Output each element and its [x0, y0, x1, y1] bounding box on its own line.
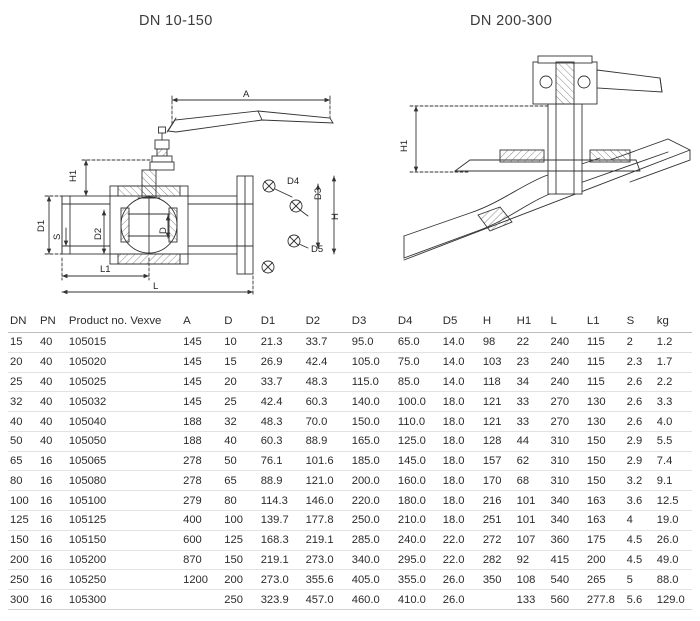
cell-d2: 33.7: [304, 333, 350, 353]
cell-d3: 460.0: [350, 590, 396, 610]
cell-d1: 323.9: [259, 590, 304, 610]
cell-kg: 129.0: [655, 590, 692, 610]
cell-d1: 60.3: [259, 431, 304, 451]
cell-kg: 1.7: [655, 352, 692, 372]
column-header-d3: D3: [350, 312, 396, 333]
column-header-d5: D5: [441, 312, 481, 333]
table-row: [8, 412, 692, 432]
cell-l: 240: [548, 333, 584, 353]
cell-pn: 40: [38, 352, 67, 372]
column-header-d1: D1: [259, 312, 304, 333]
label-D: D: [158, 227, 169, 234]
cell-h: 121: [481, 392, 515, 412]
table-row: [8, 333, 692, 353]
label-D4: D4: [287, 176, 300, 187]
cell-kg: 1.2: [655, 333, 692, 353]
cell-s: 2.6: [625, 392, 655, 412]
cell-h1: 133: [515, 590, 549, 610]
cell-l1: 130: [585, 392, 625, 412]
cell-h1: 101: [515, 491, 549, 511]
cell-d1: 48.3: [259, 412, 304, 432]
cell-d: 10: [222, 333, 258, 353]
specification-table-wrap: [8, 312, 692, 610]
cell-product-no: 105020: [67, 352, 181, 372]
table-row: [8, 491, 692, 511]
cell-h: 103: [481, 352, 515, 372]
cell-l: 340: [548, 511, 584, 531]
cell-d1: 139.7: [259, 511, 304, 531]
cell-dn: 15: [8, 333, 38, 353]
cell-d3: 285.0: [350, 530, 396, 550]
cell-d3: 95.0: [350, 333, 396, 353]
cell-l1: 163: [585, 511, 625, 531]
cell-d5: 14.0: [441, 352, 481, 372]
cell-l1: 150: [585, 431, 625, 451]
cell-h: 216: [481, 491, 515, 511]
cell-d4: 295.0: [396, 550, 441, 570]
cell-d4: 65.0: [396, 333, 441, 353]
cell-d4: 410.0: [396, 590, 441, 610]
cell-d3: 250.0: [350, 511, 396, 531]
cell-a: 870: [181, 550, 222, 570]
table-row: [8, 550, 692, 570]
cell-d: 250: [222, 590, 258, 610]
cell-s: 4: [625, 511, 655, 531]
cell-dn: 20: [8, 352, 38, 372]
cell-h1: 108: [515, 570, 549, 590]
cell-d1: 42.4: [259, 392, 304, 412]
cell-l: 310: [548, 431, 584, 451]
cell-kg: 3.3: [655, 392, 692, 412]
cell-product-no: 105150: [67, 530, 181, 550]
label-D1: D1: [36, 219, 47, 232]
cell-pn: 40: [38, 412, 67, 432]
column-header-product-no: Product no. Vexve: [67, 312, 181, 333]
cell-d2: 48.3: [304, 372, 350, 392]
cell-a: [181, 590, 222, 610]
cell-a: 145: [181, 392, 222, 412]
cell-d: 65: [222, 471, 258, 491]
cell-h1: 68: [515, 471, 549, 491]
cell-kg: 26.0: [655, 530, 692, 550]
cell-s: 5: [625, 570, 655, 590]
cell-product-no: 105100: [67, 491, 181, 511]
cell-d3: 105.0: [350, 352, 396, 372]
cell-d2: 101.6: [304, 451, 350, 471]
cell-product-no: 105032: [67, 392, 181, 412]
cell-d3: 115.0: [350, 372, 396, 392]
column-header-l: L: [548, 312, 584, 333]
cell-product-no: 105015: [67, 333, 181, 353]
cell-kg: 9.1: [655, 471, 692, 491]
cell-l: 310: [548, 451, 584, 471]
table-row: [8, 392, 692, 412]
column-header-d: D: [222, 312, 258, 333]
cell-product-no: 105040: [67, 412, 181, 432]
cell-l: 310: [548, 471, 584, 491]
cell-d1: 273.0: [259, 570, 304, 590]
cell-d1: 33.7: [259, 372, 304, 392]
label-D5: D5: [311, 244, 324, 255]
cell-s: 5.6: [625, 590, 655, 610]
cell-s: 2.6: [625, 412, 655, 432]
cell-l: 270: [548, 392, 584, 412]
cell-product-no: 105065: [67, 451, 181, 471]
label-S: S: [52, 233, 63, 240]
cell-product-no: 105200: [67, 550, 181, 570]
cell-d: 20: [222, 372, 258, 392]
column-header-d2: D2: [304, 312, 350, 333]
left-valve-drawing: [45, 96, 334, 296]
cell-d1: 76.1: [259, 451, 304, 471]
cell-d4: 210.0: [396, 511, 441, 531]
cell-dn: 100: [8, 491, 38, 511]
label-D2: D2: [93, 227, 104, 240]
cell-d: 25: [222, 392, 258, 412]
cell-h: 128: [481, 431, 515, 451]
cell-product-no: 105080: [67, 471, 181, 491]
cell-h: 118: [481, 372, 515, 392]
cell-a: 400: [181, 511, 222, 531]
cell-h1: 44: [515, 431, 549, 451]
cell-s: 2: [625, 333, 655, 353]
right-valve-drawing: [404, 56, 690, 260]
column-header-h1: H1: [515, 312, 549, 333]
cell-l: 270: [548, 412, 584, 432]
label-A: A: [243, 89, 250, 100]
column-header-a: A: [181, 312, 222, 333]
cell-pn: 16: [38, 590, 67, 610]
cell-h1: 62: [515, 451, 549, 471]
cell-h1: 92: [515, 550, 549, 570]
cell-dn: 300: [8, 590, 38, 610]
cell-d5: 18.0: [441, 511, 481, 531]
cell-a: 279: [181, 491, 222, 511]
cell-d5: 22.0: [441, 530, 481, 550]
cell-a: 145: [181, 352, 222, 372]
cell-d3: 200.0: [350, 471, 396, 491]
cell-dn: 25: [8, 372, 38, 392]
cell-kg: 49.0: [655, 550, 692, 570]
cell-d3: 405.0: [350, 570, 396, 590]
column-header-h: H: [481, 312, 515, 333]
cell-h: 272: [481, 530, 515, 550]
cell-s: 2.9: [625, 431, 655, 451]
cell-s: 2.6: [625, 372, 655, 392]
cell-d4: 355.0: [396, 570, 441, 590]
cell-pn: 40: [38, 372, 67, 392]
cell-d5: 26.0: [441, 590, 481, 610]
cell-kg: 7.4: [655, 451, 692, 471]
cell-h: 98: [481, 333, 515, 353]
cell-s: 3.6: [625, 491, 655, 511]
cell-product-no: 105050: [67, 431, 181, 451]
cell-d1: 114.3: [259, 491, 304, 511]
cell-a: 278: [181, 471, 222, 491]
cell-d5: 22.0: [441, 550, 481, 570]
cell-d: 40: [222, 431, 258, 451]
cell-a: 188: [181, 412, 222, 432]
cell-dn: 32: [8, 392, 38, 412]
left-figure-title: DN 10-150: [139, 13, 213, 29]
table-row: [8, 451, 692, 471]
cell-h1: 33: [515, 392, 549, 412]
column-header-pn: PN: [38, 312, 67, 333]
cell-h: 157: [481, 451, 515, 471]
cell-d5: 18.0: [441, 392, 481, 412]
table-row: [8, 511, 692, 531]
cell-l: 415: [548, 550, 584, 570]
table-row: [8, 352, 692, 372]
cell-l: 240: [548, 372, 584, 392]
cell-h: 350: [481, 570, 515, 590]
cell-pn: 40: [38, 431, 67, 451]
right-figure-title: DN 200-300: [470, 13, 553, 29]
cell-d2: 273.0: [304, 550, 350, 570]
cell-h1: 33: [515, 412, 549, 432]
cell-pn: 16: [38, 471, 67, 491]
cell-d5: 14.0: [441, 372, 481, 392]
cell-d: 150: [222, 550, 258, 570]
cell-d1: 88.9: [259, 471, 304, 491]
cell-d2: 457.0: [304, 590, 350, 610]
cell-l1: 175: [585, 530, 625, 550]
label-H1: H1: [68, 169, 79, 182]
specification-table: [8, 312, 692, 610]
cell-d2: 177.8: [304, 511, 350, 531]
cell-d4: 85.0: [396, 372, 441, 392]
cell-dn: 80: [8, 471, 38, 491]
cell-pn: 16: [38, 550, 67, 570]
label-L1: L1: [100, 264, 111, 275]
cell-s: 4.5: [625, 530, 655, 550]
cell-h1: 107: [515, 530, 549, 550]
cell-l1: 200: [585, 550, 625, 570]
cell-l: 240: [548, 352, 584, 372]
cell-l1: 115: [585, 333, 625, 353]
cell-d4: 145.0: [396, 451, 441, 471]
cell-s: 4.5: [625, 550, 655, 570]
cell-s: 2.3: [625, 352, 655, 372]
column-header-kg: kg: [655, 312, 692, 333]
cell-a: 278: [181, 451, 222, 471]
cell-kg: 2.2: [655, 372, 692, 392]
cell-d1: 26.9: [259, 352, 304, 372]
cell-d: 200: [222, 570, 258, 590]
cell-dn: 250: [8, 570, 38, 590]
cell-d2: 60.3: [304, 392, 350, 412]
cell-pn: 16: [38, 570, 67, 590]
cell-d: 125: [222, 530, 258, 550]
table-row: [8, 471, 692, 491]
table-body: [8, 333, 692, 610]
table-header-row: [8, 312, 692, 333]
cell-d3: 220.0: [350, 491, 396, 511]
cell-d5: 18.0: [441, 431, 481, 451]
cell-h1: 23: [515, 352, 549, 372]
cell-product-no: 105025: [67, 372, 181, 392]
cell-s: 2.9: [625, 451, 655, 471]
cell-d3: 140.0: [350, 392, 396, 412]
cell-pn: 16: [38, 511, 67, 531]
cell-d5: 18.0: [441, 471, 481, 491]
cell-d1: 168.3: [259, 530, 304, 550]
label-D3: D3: [313, 187, 324, 200]
cell-a: 188: [181, 431, 222, 451]
cell-d2: 42.4: [304, 352, 350, 372]
cell-h: 121: [481, 412, 515, 432]
cell-l: 540: [548, 570, 584, 590]
cell-d3: 165.0: [350, 431, 396, 451]
cell-h1: 101: [515, 511, 549, 531]
cell-d4: 240.0: [396, 530, 441, 550]
cell-a: 145: [181, 333, 222, 353]
cell-d2: 355.6: [304, 570, 350, 590]
table-row: [8, 372, 692, 392]
cell-kg: 4.0: [655, 412, 692, 432]
cell-l1: 150: [585, 471, 625, 491]
cell-h1: 34: [515, 372, 549, 392]
table-row: [8, 590, 692, 610]
cell-l1: 115: [585, 372, 625, 392]
table-row: [8, 570, 692, 590]
cell-dn: 125: [8, 511, 38, 531]
cell-dn: 65: [8, 451, 38, 471]
cell-d5: 18.0: [441, 451, 481, 471]
cell-d: 32: [222, 412, 258, 432]
cell-d3: 185.0: [350, 451, 396, 471]
cell-h1: 22: [515, 333, 549, 353]
cell-s: 3.2: [625, 471, 655, 491]
cell-d5: 18.0: [441, 412, 481, 432]
cell-pn: 16: [38, 491, 67, 511]
cell-l: 560: [548, 590, 584, 610]
cell-h: 251: [481, 511, 515, 531]
cell-d4: 110.0: [396, 412, 441, 432]
cell-d4: 160.0: [396, 471, 441, 491]
column-header-s: S: [625, 312, 655, 333]
cell-kg: 19.0: [655, 511, 692, 531]
cell-product-no: 105250: [67, 570, 181, 590]
cell-h: 170: [481, 471, 515, 491]
cell-d4: 100.0: [396, 392, 441, 412]
cell-dn: 200: [8, 550, 38, 570]
cell-a: 1200: [181, 570, 222, 590]
cell-d2: 88.9: [304, 431, 350, 451]
cell-d: 50: [222, 451, 258, 471]
cell-kg: 5.5: [655, 431, 692, 451]
cell-d5: 18.0: [441, 491, 481, 511]
cell-d3: 150.0: [350, 412, 396, 432]
cell-a: 600: [181, 530, 222, 550]
table-row: [8, 530, 692, 550]
cell-d4: 75.0: [396, 352, 441, 372]
cell-d2: 70.0: [304, 412, 350, 432]
cell-kg: 12.5: [655, 491, 692, 511]
column-header-dn: DN: [8, 312, 38, 333]
cell-l: 360: [548, 530, 584, 550]
label-L: L: [153, 281, 159, 292]
cell-l1: 130: [585, 412, 625, 432]
cell-d: 15: [222, 352, 258, 372]
cell-l1: 115: [585, 352, 625, 372]
cell-product-no: 105125: [67, 511, 181, 531]
cell-d4: 180.0: [396, 491, 441, 511]
technical-drawings: [0, 0, 700, 305]
cell-pn: 40: [38, 333, 67, 353]
cell-d1: 219.1: [259, 550, 304, 570]
cell-l1: 163: [585, 491, 625, 511]
cell-pn: 40: [38, 392, 67, 412]
table-row: [8, 431, 692, 451]
cell-d5: 26.0: [441, 570, 481, 590]
cell-d3: 340.0: [350, 550, 396, 570]
column-header-d4: D4: [396, 312, 441, 333]
cell-l: 340: [548, 491, 584, 511]
cell-pn: 16: [38, 451, 67, 471]
cell-d2: 146.0: [304, 491, 350, 511]
cell-l1: 150: [585, 451, 625, 471]
cell-d: 100: [222, 511, 258, 531]
cell-dn: 40: [8, 412, 38, 432]
cell-a: 145: [181, 372, 222, 392]
cell-l1: 277.8: [585, 590, 625, 610]
cell-h: [481, 590, 515, 610]
label-H1-right: H1: [399, 139, 410, 152]
cell-product-no: 105300: [67, 590, 181, 610]
cell-d1: 21.3: [259, 333, 304, 353]
cell-d5: 14.0: [441, 333, 481, 353]
cell-d4: 125.0: [396, 431, 441, 451]
cell-h: 282: [481, 550, 515, 570]
cell-d2: 121.0: [304, 471, 350, 491]
cell-l1: 265: [585, 570, 625, 590]
cell-d2: 219.1: [304, 530, 350, 550]
cell-dn: 150: [8, 530, 38, 550]
cell-dn: 50: [8, 431, 38, 451]
cell-kg: 88.0: [655, 570, 692, 590]
label-H: H: [330, 213, 341, 220]
cell-pn: 16: [38, 530, 67, 550]
cell-d: 80: [222, 491, 258, 511]
column-header-l1: L1: [585, 312, 625, 333]
